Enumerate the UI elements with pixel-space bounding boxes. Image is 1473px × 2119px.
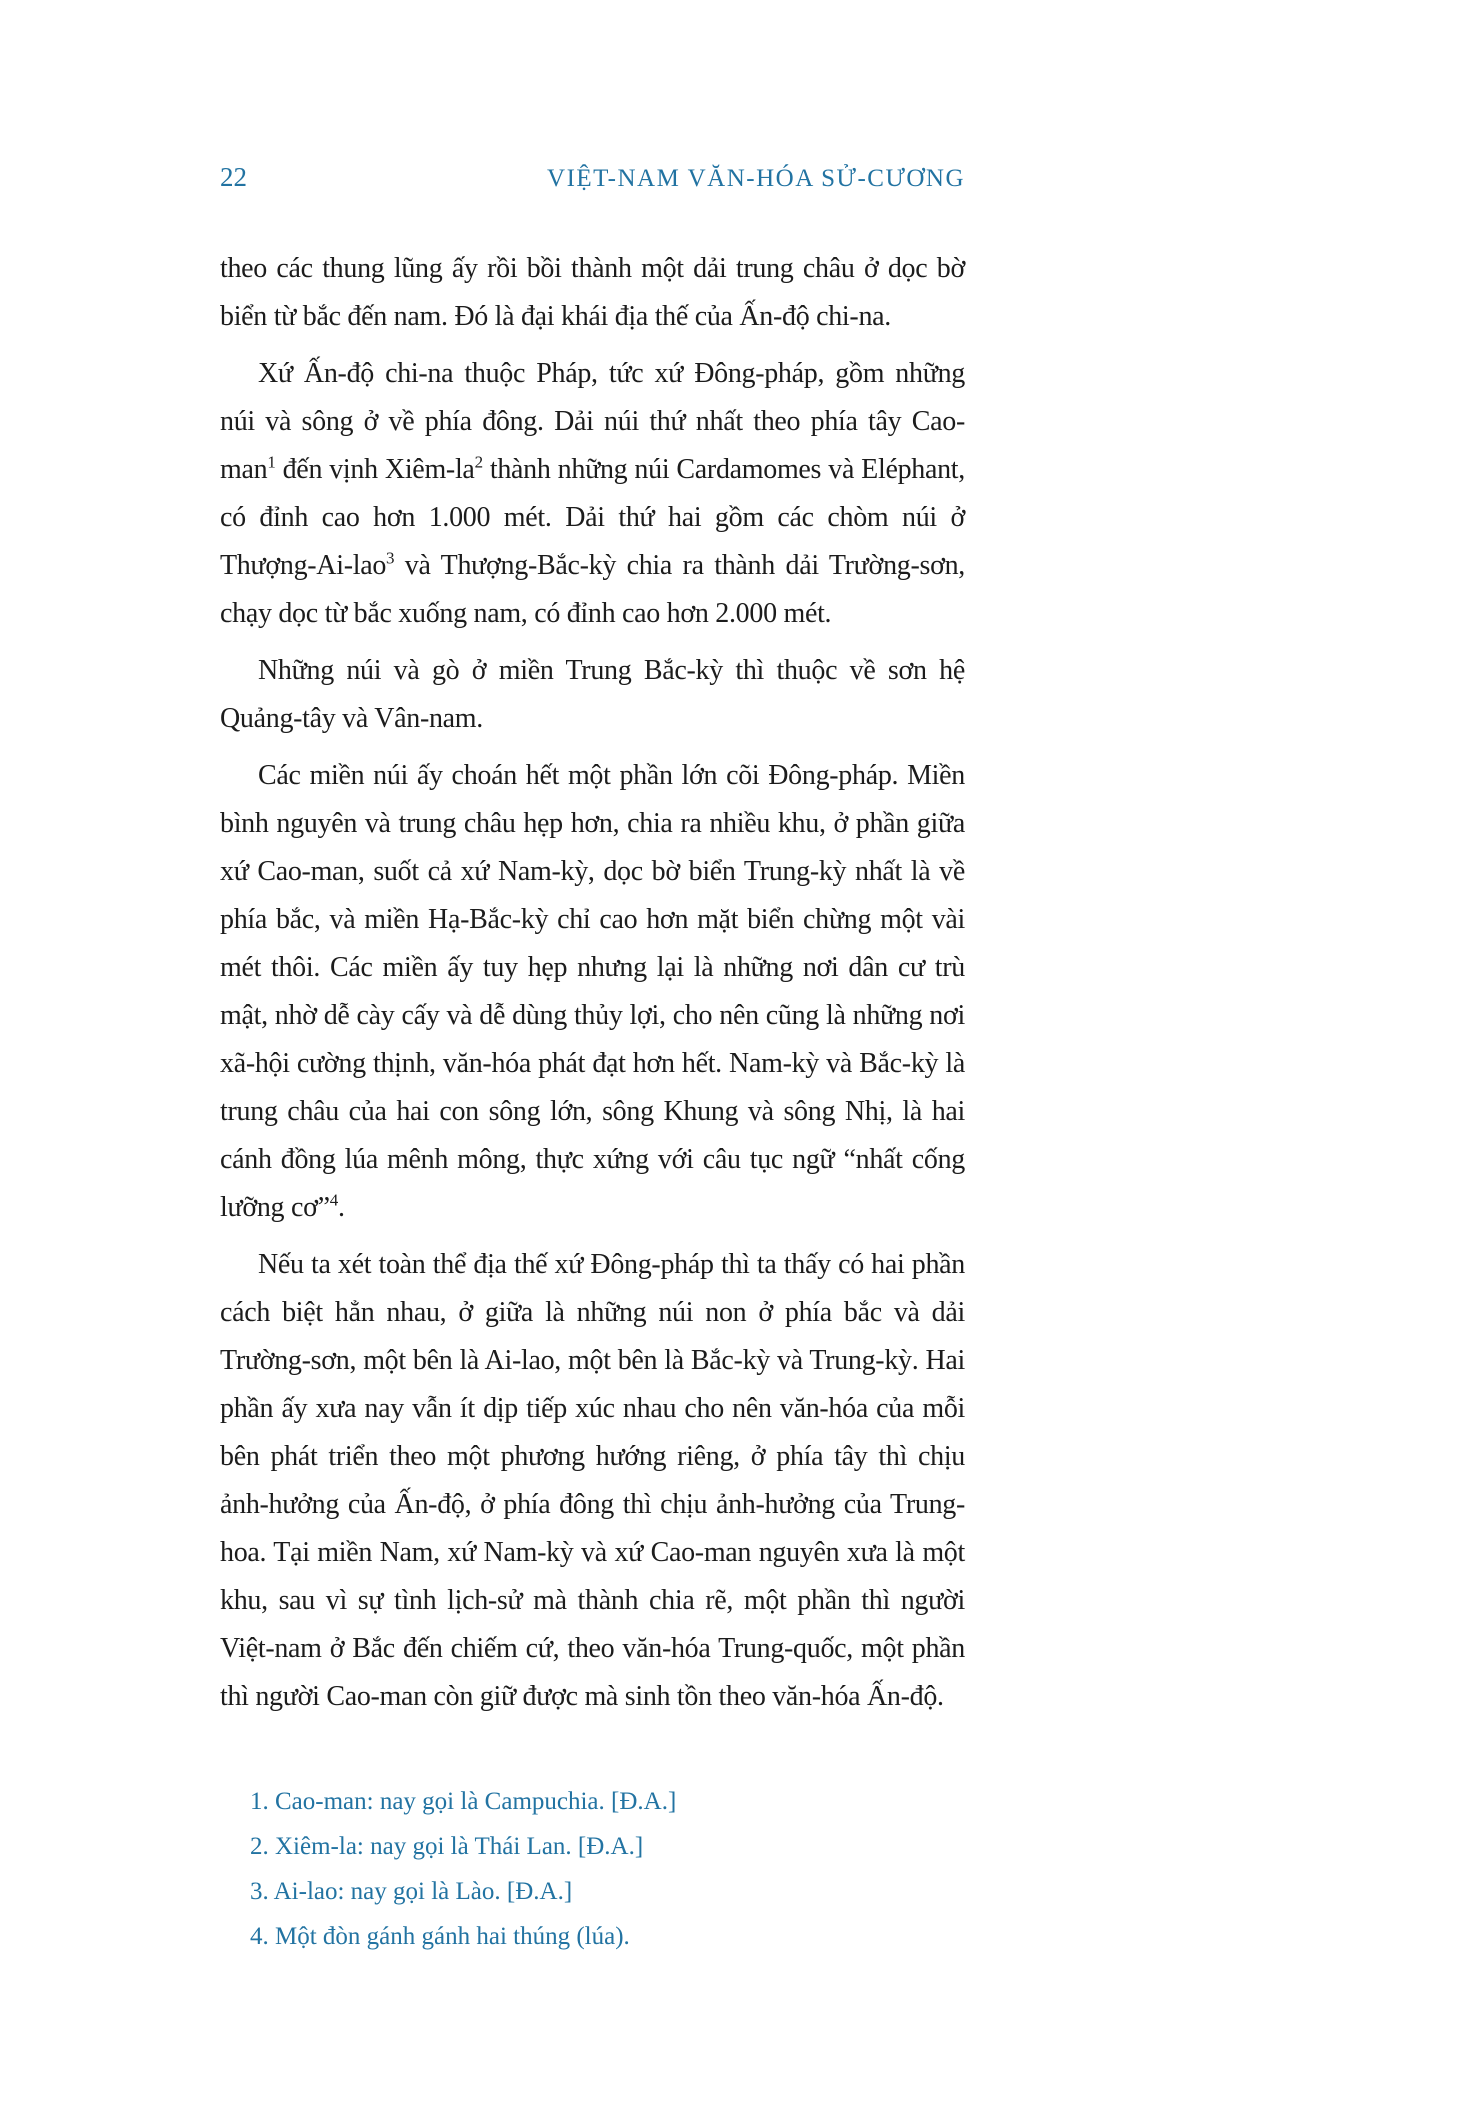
footnote-ref-1: 1 — [267, 452, 276, 472]
paragraph-1 — [220, 245, 965, 341]
paragraph-4 — [220, 752, 965, 1232]
body-text — [220, 245, 965, 1721]
footnote-ref-4: 4 — [329, 1190, 338, 1210]
page-header — [220, 162, 965, 193]
footnote-4: 4. Một đòn gánh gánh hai thúng (lúa). — [250, 1923, 630, 1950]
footnote-ref-3: 3 — [386, 548, 395, 568]
footnote-3: 3. Ai-lao: nay gọi là Lào. [Đ.A.] — [250, 1878, 573, 1905]
paragraph-4-text-a: Các miền núi ấy choán hết một phần lớn cõi Đông-pháp. Miền bình nguyên và trung châu hẹp hơn, chia ra nhiều khu, ở phần giữa xứ Cao-man, suốt cả xứ Nam-kỳ, dọc bờ biển Trung-kỳ nhất là về phía bắc, và miền Hạ-Bắc-kỳ chỉ cao hơn mặt biển chừng một vài mét thôi. Các miền ấy tuy hẹp nhưng lại là những nơi dân cư trù mật, nhờ dễ cày cấy và dễ dùng thủy lợi, cho nên cũng là những nơi xã-hội cường thịnh, văn-hóa phát đạt hơn hết. Nam-kỳ và Bắc-kỳ là trung châu của hai con sông lớn, sông Khung và sông Nhị, là hai cánh đồng lúa mênh mông, thực xứng với câu tục ngữ “nhất cống lưỡng cơ” — [220, 760, 965, 1223]
paragraph-3-text: Những núi và gò ở miền Trung Bắc-kỳ thì thuộc về sơn hệ Quảng-tây và Vân-nam. — [220, 655, 965, 734]
footnote-2: 2. Xiêm-la: nay gọi là Thái Lan. [Đ.A.] — [250, 1833, 644, 1860]
paragraph-5-text: Nếu ta xét toàn thể địa thế xứ Đông-pháp thì ta thấy có hai phần cách biệt hẳn nhau, ở giữa là những núi non ở phía bắc và dải Trường-sơn, một bên là Ai-lao, một bên là Bắc-kỳ và Trung-kỳ. Hai phần ấy xưa nay vẫn ít dịp tiếp xúc nhau cho nên văn-hóa của mỗi bên phát triển theo một phương hướng riêng, ở phía tây thì chịu ảnh-hưởng của Ấn-độ, ở phía đông thì chịu ảnh-hưởng của Trung-hoa. Tại miền Nam, xứ Nam-kỳ và xứ Cao-man nguyên xưa là một khu, sau vì sự tình lịch-sử mà thành chia rẽ, một phần thì người Việt-nam ở Bắc đến chiếm cứ, theo văn-hóa Trung-quốc, một phần thì người Cao-man còn giữ được mà sinh tồn theo văn-hóa Ấn-độ. — [220, 1249, 965, 1712]
text-block — [220, 162, 965, 1959]
paragraph-1-text: theo các thung lũng ấy rồi bồi thành một dải trung châu ở dọc bờ biển từ bắc đến nam. Đó là đại khái địa thế của Ấn-độ chi-na. — [220, 253, 965, 332]
footnote-1: 1. Cao-man: nay gọi là Campuchia. [Đ.A.] — [250, 1788, 677, 1815]
paragraph-4-text-b: . — [337, 1192, 345, 1223]
paragraph-2-text-a: Xứ Ấn-độ chi-na thuộc Pháp, tức xứ Đông-pháp, gồm những núi và sông ở về phía đông. Dải núi thứ nhất theo phía tây Cao-man — [220, 358, 965, 485]
paragraph-2-text-c: thành những núi Cardamomes và Eléphant, có đỉnh cao hơn 1.000 mét. Dải thứ hai gồm các chòm núi ở Thượng-Ai-lao — [220, 454, 965, 581]
footnotes — [220, 1779, 965, 1959]
paragraph-2 — [220, 350, 965, 638]
paragraph-2-text-b: đến vịnh Xiêm-la — [275, 454, 475, 485]
paragraph-2-text-d: và Thượng-Bắc-kỳ chia ra thành dải Trường-sơn, chạy dọc từ bắc xuống nam, có đỉnh cao hơn 2.000 mét. — [220, 550, 965, 629]
footnote-ref-2: 2 — [474, 452, 483, 472]
paragraph-5 — [220, 1241, 965, 1721]
running-title: VIỆT-NAM VĂN-HÓA SỬ-CƯƠNG — [547, 165, 965, 192]
page-number: 22 — [220, 162, 247, 192]
paragraph-3 — [220, 647, 965, 743]
